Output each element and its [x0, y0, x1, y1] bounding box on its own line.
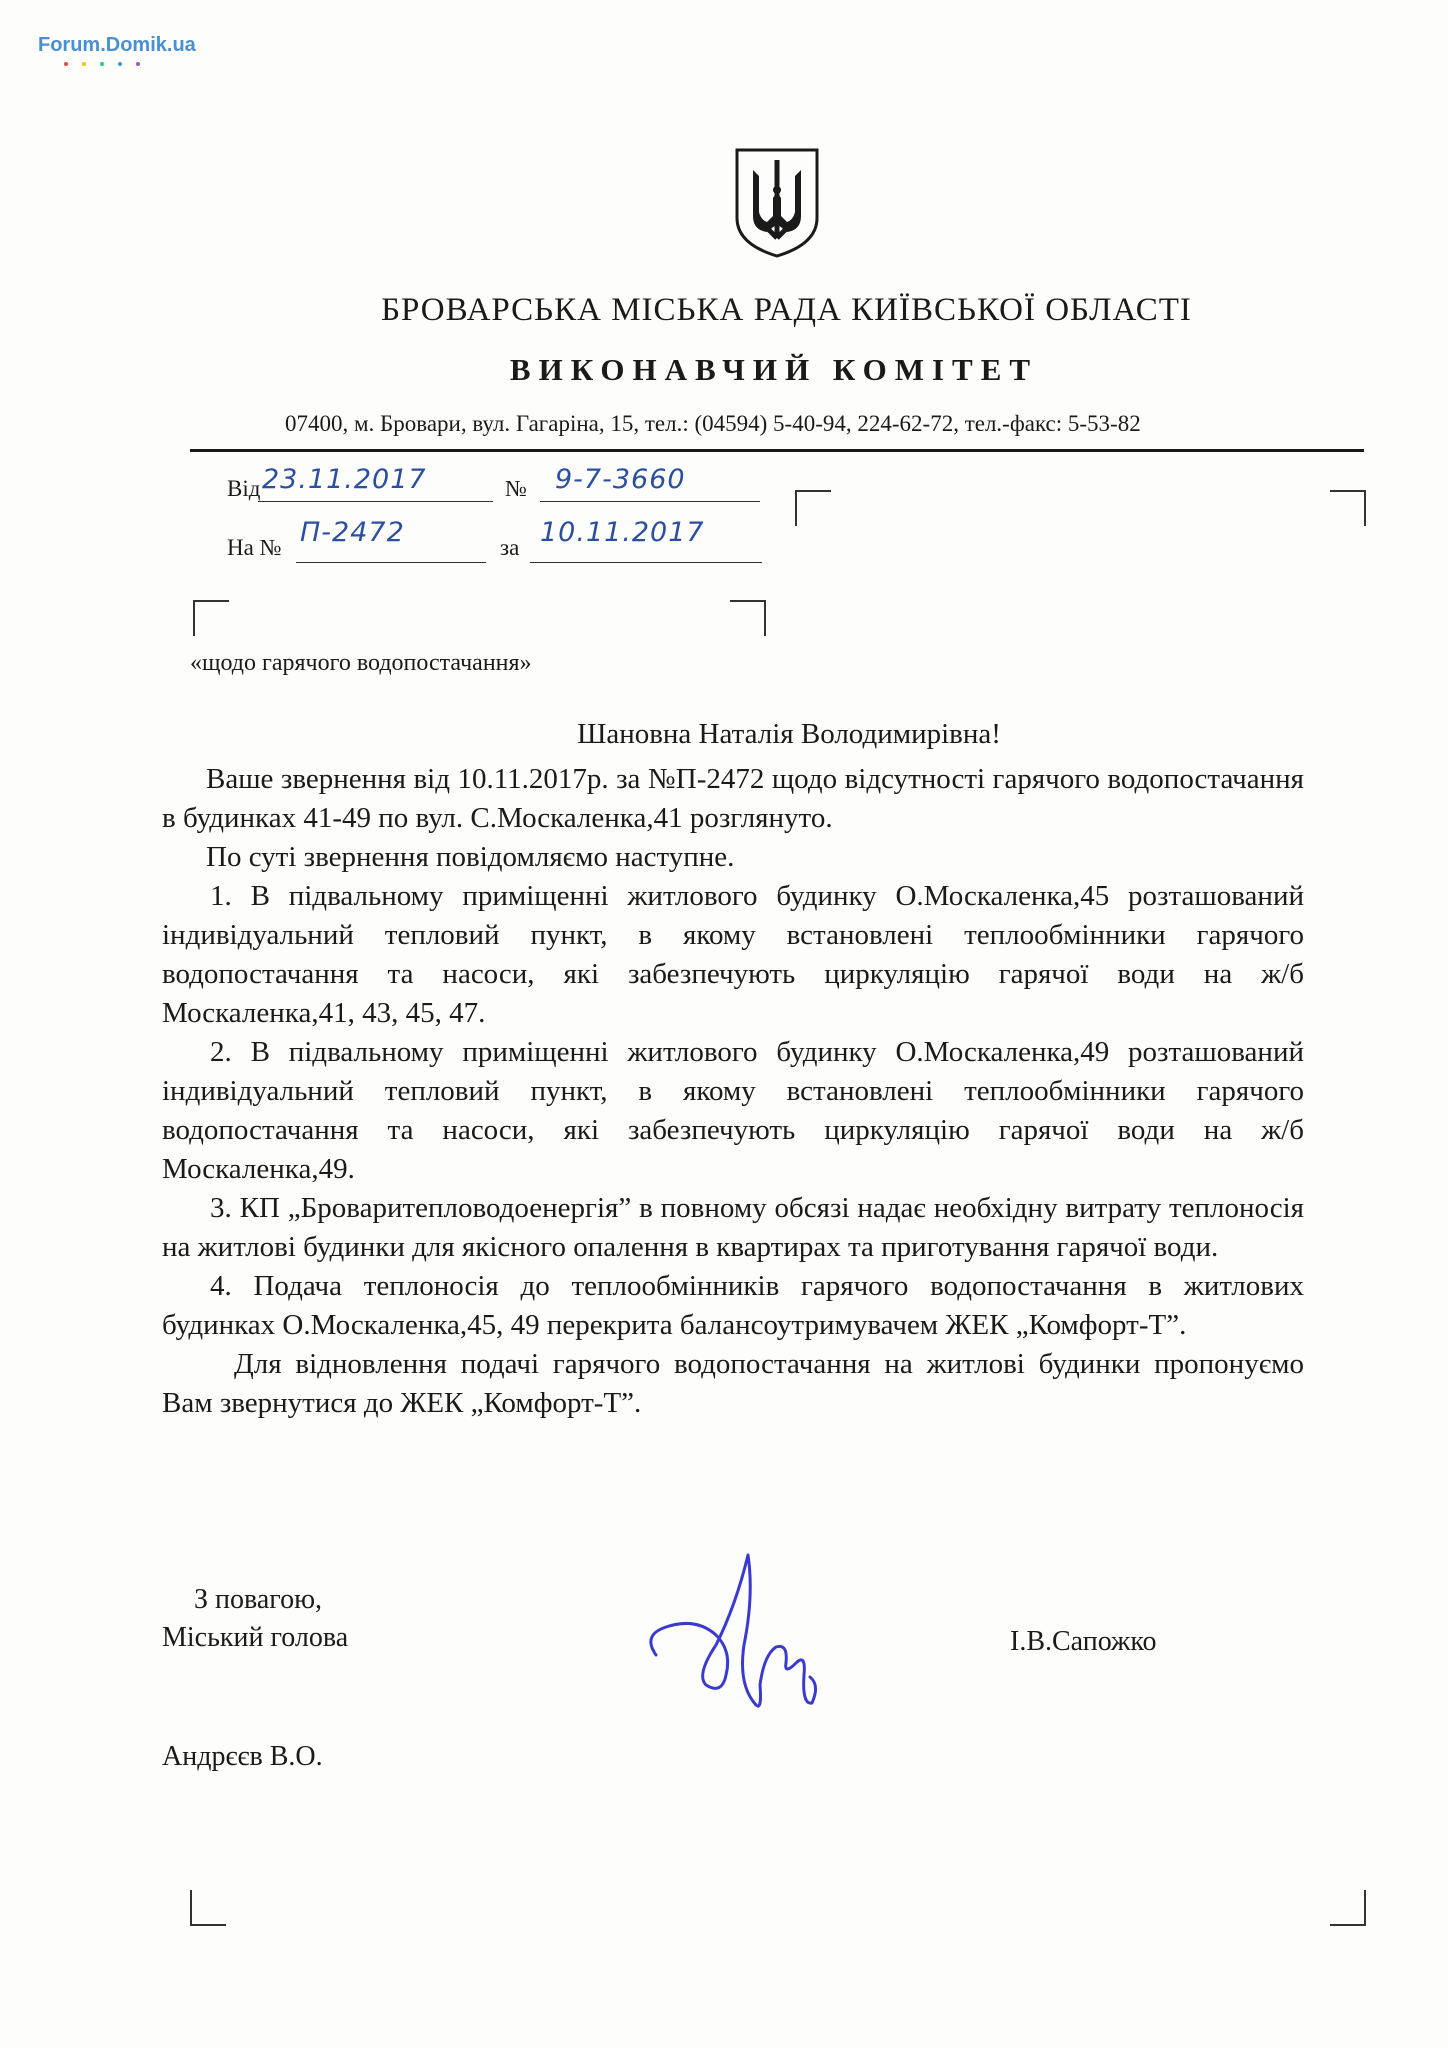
council-address: 07400, м. Бровари, вул. Гагаріна, 15, тел.: (04594) 5-40-94, 224-62-72, тел.-факс: 5-53-82 — [285, 411, 1141, 436]
reply-number-line — [296, 562, 486, 563]
reply-date-value: 10.11.2017 — [540, 517, 705, 548]
page-corner-bottom-left — [190, 1890, 226, 1926]
from-date-label: Від — [227, 476, 261, 501]
doc-number-line — [540, 501, 760, 502]
paragraph-item-3: 3. КП „Броваритепловодоенергія” в повному обсязі надає необхідну витрату теплоносія на житлові будинки для якісного опалення в квартирах та приготування гарячої води. — [162, 1192, 1304, 1263]
from-date-value: 23.11.2017 — [262, 464, 427, 495]
reply-number-value: П-2472 — [300, 517, 405, 548]
signer-name: І.В.Сапожко — [1010, 1626, 1157, 1657]
paragraph-conclusion: Для відновлення подачі гарячого водопостачання на житлові будинки пропонуємо Вам звернутися до ЖЕК „Комфорт-Т”. — [162, 1348, 1304, 1419]
signer-position: Міський голова — [162, 1622, 349, 1653]
doc-number-value: 9-7-3660 — [555, 464, 686, 495]
closing-regards: З повагою, — [194, 1584, 322, 1615]
reply-date-label: за — [500, 535, 520, 560]
subject-corner-top-left — [193, 600, 229, 636]
from-date-line — [258, 501, 493, 502]
letter-body — [162, 760, 1304, 1423]
address-corner-top-right — [1330, 490, 1366, 526]
council-name: БРОВАРСЬКА МІСЬКА РАДА КИЇВСЬКОЇ ОБЛАСТІ — [381, 292, 1192, 328]
greeting: Шановна Наталія Володимирівна! — [577, 718, 1001, 750]
paragraph-item-2: 2. В підвальному приміщенні житлового будинку О.Москаленка,49 розташований індивідуальний тепловий пункт, в якому встановлені теплообмінники гарячого водопостачання та насоси, які забезпечують циркуляцію гарячої води на ж/б Москаленка,49. — [162, 1036, 1304, 1185]
subject-corner-top-right — [730, 600, 766, 636]
paragraph-intro: Ваше звернення від 10.11.2017р. за №П-2472 щодо відсутності гарячого водопостачання в будинках 41-49 по вул. С.Москаленка,41 розглянуто. — [162, 763, 1304, 834]
page-corner-bottom-right — [1330, 1890, 1366, 1926]
paragraph-item-4: 4. Подача теплоносія до теплообмінників гарячого водопостачання в житлових будинках О.Москаленка,45, 49 перекрита балансоутримувачем ЖЕК „Комфорт-Т”. — [162, 1270, 1304, 1341]
coat-of-arms-icon — [733, 146, 821, 260]
address-corner-top-left — [795, 490, 831, 526]
handwritten-signature — [636, 1535, 856, 1725]
reply-number-label: На № — [227, 535, 282, 560]
letter-subject: «щодо гарячого водопостачання» — [190, 650, 532, 676]
committee-name: ВИКОНАВЧИЙ КОМІТЕТ — [509, 352, 1039, 387]
header-rule — [190, 449, 1364, 452]
reply-date-line — [530, 562, 762, 563]
doc-number-label: № — [505, 476, 527, 501]
executor-name: Андрєєв В.О. — [162, 1741, 323, 1772]
forum-watermark: Forum.Domik.ua — [38, 34, 196, 56]
paragraph-item-1: 1. В підвальному приміщенні житлового будинку О.Москаленка,45 розташований індивідуальний тепловий пункт, в якому встановлені теплообмінники гарячого водопостачання та насоси, які забезпечують циркуляцію гарячої води на ж/б Москаленка,41, 43, 45, 47. — [162, 880, 1304, 1029]
watermark-dots — [64, 62, 140, 66]
paragraph-lead: По суті звернення повідомляємо наступне. — [206, 841, 735, 873]
